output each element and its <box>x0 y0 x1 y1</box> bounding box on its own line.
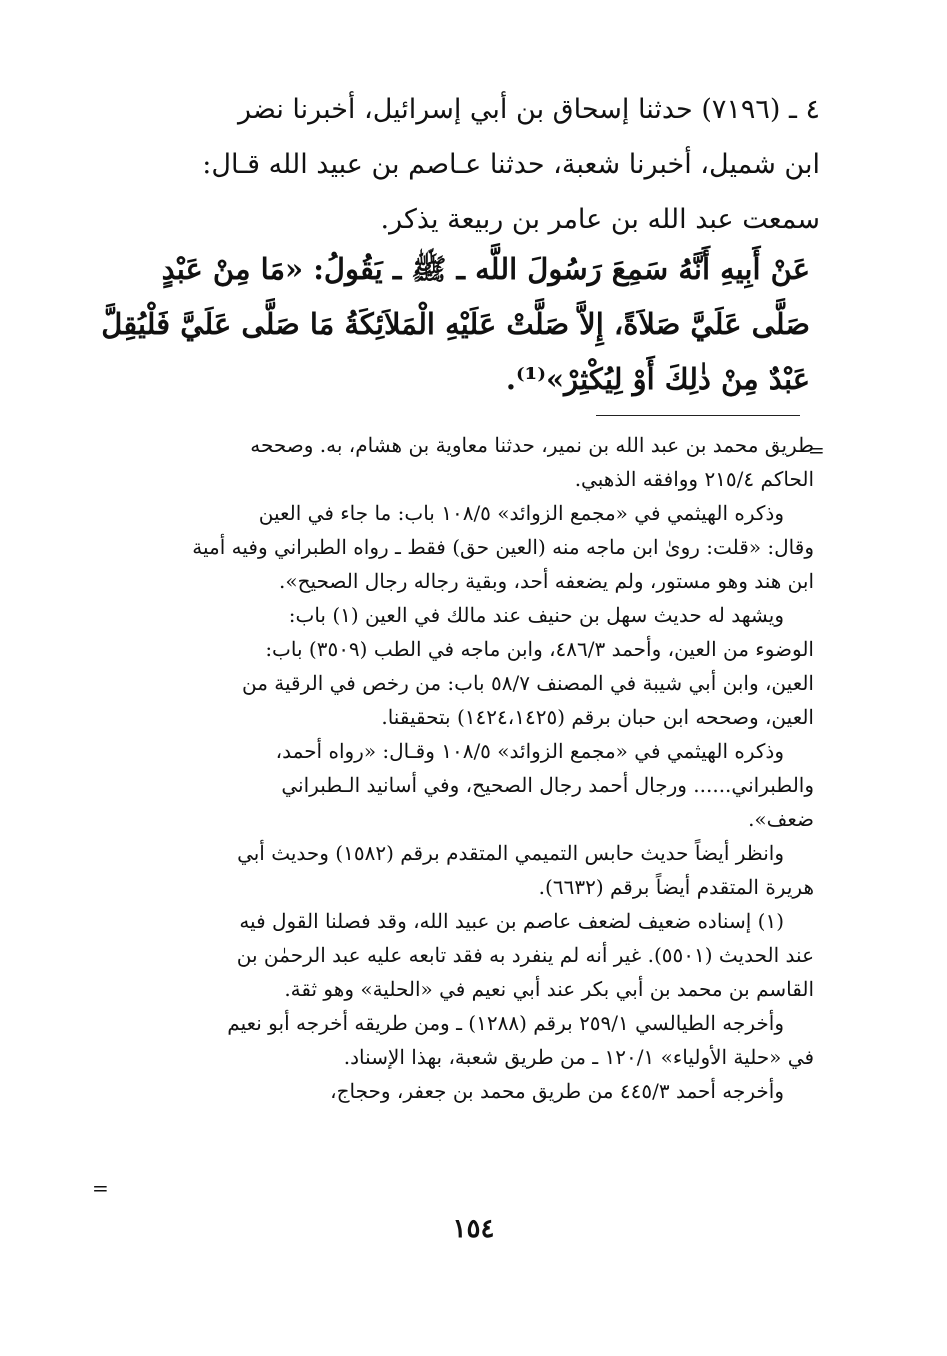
matn-line: عَبْدٌ مِنْ ذٰلِكَ أَوْ لِيُكْثِرْ»⁽¹⁾. <box>505 362 810 396</box>
footnote-line: الحاكم ٢١٥/٤ ووافقه الذهبي. <box>574 467 814 491</box>
footnote-line: العين، وابن أبي شيبة في المصنف ٥٨/٧ باب: من رخص في الرقية من <box>241 671 814 695</box>
footnote-line: في «حلية الأولياء» ١٢٠/١ ـ من طريق شعبة، بهذا الإسناد. <box>343 1045 814 1069</box>
hadith-isnad <box>110 82 820 247</box>
continuation-marker-bottom: = <box>92 1176 109 1200</box>
footnote-line: وانظر أيضاً حديث حابس التميمي المتقدم برقم (١٥٨٢) وحديث أبي <box>237 841 784 865</box>
isnad-line: ٤ ـ (٧١٩٦) حدثنا إسحاق بن أبي إسرائيل، أخبرنا نضر <box>238 94 820 125</box>
footnote-line: وأخرجه الطيالسي ٢٥٩/١ برقم (١٢٨٨) ـ ومن طريقه أخرجه أبو نعيم <box>227 1011 784 1035</box>
footnote-line: وذكره الهيثمي في «مجمع الزوائد» ١٠٨/٥ باب: ما جاء في العين <box>258 501 784 525</box>
footnote-paragraph <box>102 1006 814 1074</box>
footnote-paragraph <box>102 1074 814 1108</box>
footnote-line: عند الحديث (٥٥٠١). غير أنه لم ينفرد به فقد تابعه عليه عبد الرحمٰن بن <box>236 943 814 967</box>
isnad-line: سمعت عبد الله بن عامر بن ربيعة يذكر. <box>380 204 820 235</box>
hadith-matn <box>100 242 810 407</box>
footnote-paragraph <box>102 598 814 734</box>
matn-line: صَلَّى عَلَيَّ صَلاَةً، إِلاَّ صَلَّتْ عَلَيْهِ الْمَلاَئِكَةُ مَا صَلَّى عَلَيَّ فَلْيُقِلَّ <box>101 307 810 341</box>
footnote-line: وقال: «قلت: روىٰ ابن ماجه منه (العين حق) فقط ـ رواه الطبراني وفيه أمية <box>192 535 814 559</box>
footnote-paragraph <box>102 904 814 1006</box>
footnote-line: هريرة المتقدم أيضاً برقم (٦٦٣٢). <box>538 875 814 899</box>
footnote-line: والطبراني...... ورجال أحمد رجال الصحيح، وفي أسانيد الـطبراني <box>281 773 814 797</box>
footnote-line: (١) إسناده ضعيف لضعف عاصم بن عبيد الله، وقد فصلنا القول فيه <box>239 909 784 933</box>
page-number: ١٥٤ <box>452 1214 495 1244</box>
footnote-paragraph <box>102 836 814 904</box>
footnote-line: ضعف». <box>748 807 814 831</box>
footnote-separator <box>596 415 800 416</box>
footnote-line: وذكره الهيثمي في «مجمع الزوائد» ١٠٨/٥ وقـال: «رواه أحمد، <box>275 739 784 763</box>
continuation-marker-top: = <box>808 438 825 462</box>
footnote-line: القاسم بن محمد بن أبي بكر عند أبي نعيم في «الحلية» وهو ثقة. <box>284 977 814 1001</box>
footnote-line: ويشهد له حديث سهل بن حنيف عند مالك في العين (١) باب: <box>288 603 784 627</box>
footnote-line: طريق محمد بن عبد الله بن نمير، حدثنا معاوية بن هشام، به. وصححه <box>250 433 814 457</box>
footnote-line: وأخرجه أحمد ٤٤٥/٣ من طريق محمد بن جعفر، وحجاج، <box>330 1079 784 1103</box>
footnote-line: ابن هند وهو مستور، ولم يضعفه أحد، وبقية رجاله رجال الصحيح». <box>278 569 814 593</box>
footnote-line: العين، وصححه ابن حبان برقم (١٤٢٤،١٤٢٥) بتحقيقنا. <box>381 705 814 729</box>
footnotes <box>102 428 814 1108</box>
footnote-paragraph <box>102 428 814 496</box>
footnote-paragraph <box>102 734 814 836</box>
isnad-line: ابن شميل، أخبرنا شعبة، حدثنا عـاصم بن عبيد الله قـال: <box>202 149 820 180</box>
footnote-line: الوضوء من العين، وأحمد ٤٨٦/٣، وابن ماجه في الطب (٣٥٠٩) باب: <box>265 637 814 661</box>
footnote-paragraph <box>102 496 814 598</box>
matn-line: عَنْ أَبِيهِ أَنَّهُ سَمِعَ رَسُولَ اللَّه ـ ﷺ ـ يَقُولُ: «مَا مِنْ عَبْدٍ <box>161 252 810 286</box>
